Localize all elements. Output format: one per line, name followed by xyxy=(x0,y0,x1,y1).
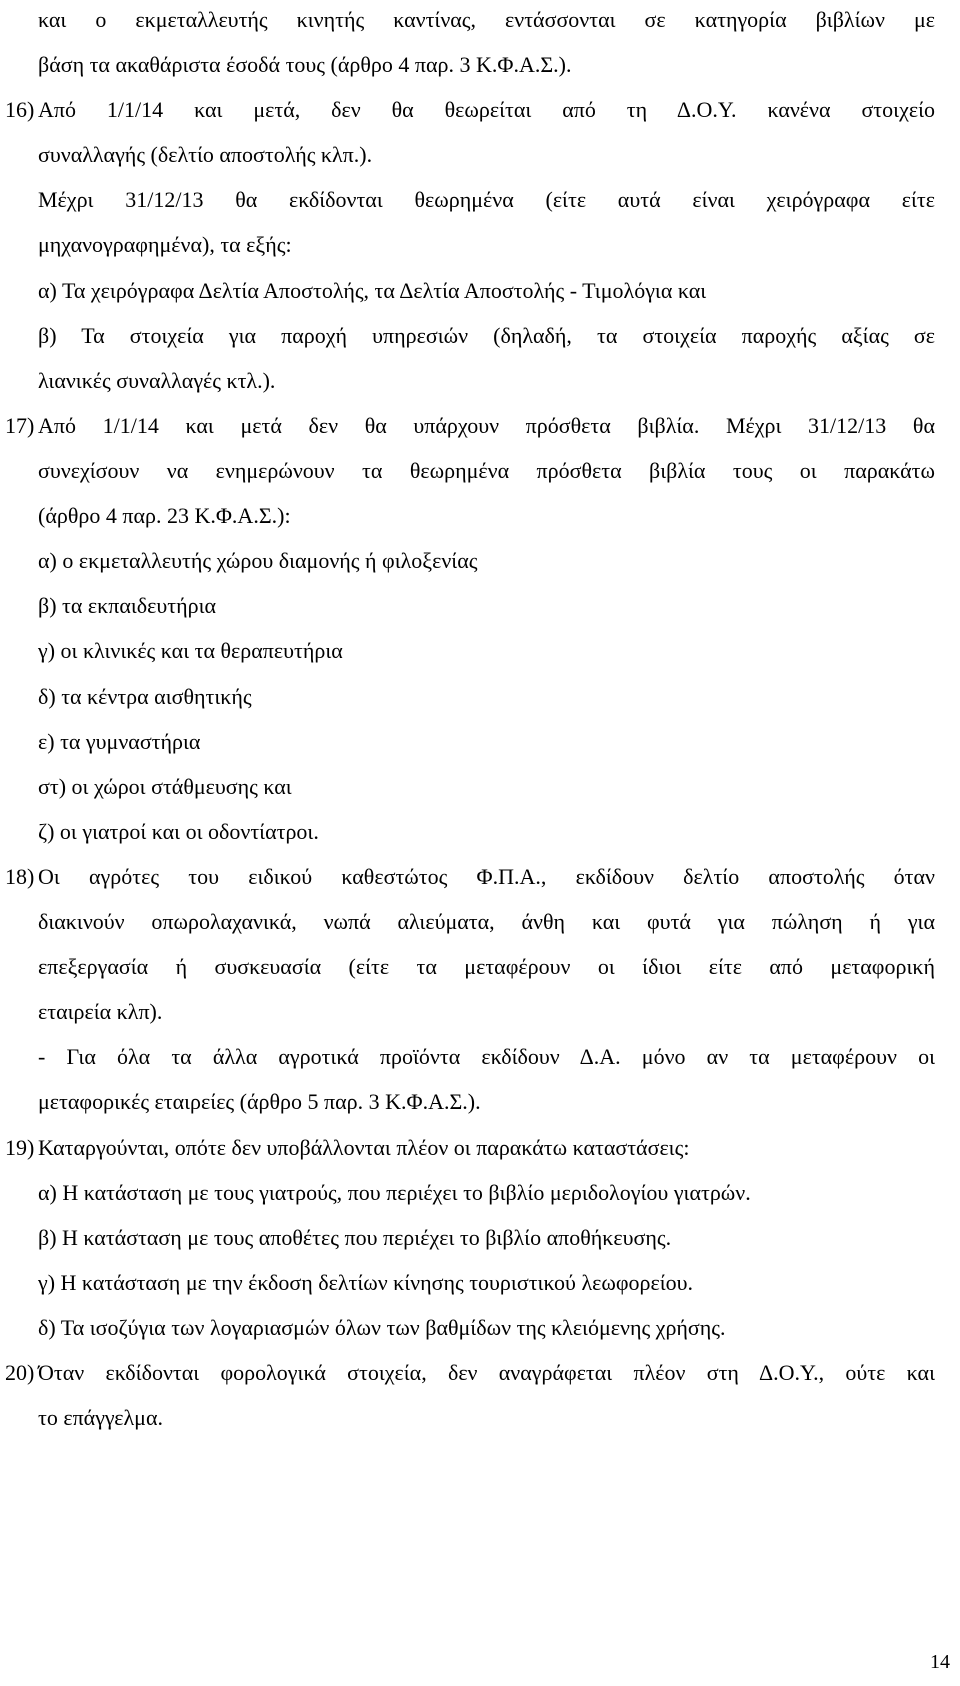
text-line: Όταν εκδίδονται φορολογικά στοιχεία, δεν αναγράφεται πλέον στη Δ.Ο.Υ., ούτε και xyxy=(38,1360,935,1385)
item-number: 17) xyxy=(5,413,35,438)
text-line: στ) οι χώροι στάθμευσης και xyxy=(38,774,292,799)
text-line: συνεχίσουν να ενημερώνουν τα θεωρημένα πρόσθετα βιβλία τους οι παρακάτω xyxy=(38,458,935,483)
text-line: α) Τα χειρόγραφα Δελτία Αποστολής, τα Δελτία Αποστολής - Τιμολόγια και xyxy=(38,278,707,303)
text-line: δ) τα κέντρα αισθητικής xyxy=(38,684,252,709)
text-line: διακινούν οπωρολαχανικά, νωπά αλιεύματα, άνθη και φυτά για πώληση ή για xyxy=(38,909,935,934)
text-line: λιανικές συναλλαγές κτλ.). xyxy=(38,368,276,393)
text-line: Από 1/1/14 και μετά, δεν θα θεωρείται από τη Δ.Ο.Υ. κανένα στοιχείο xyxy=(38,97,935,122)
text-line: και ο εκμεταλλευτής κινητής καντίνας, εντάσσονται σε κατηγορία βιβλίων με xyxy=(38,7,935,32)
text-line: εταιρεία κλπ). xyxy=(38,999,163,1024)
text-line: το επάγγελμα. xyxy=(38,1405,164,1430)
page-number: 14 xyxy=(930,1651,950,1673)
text-line: μηχανογραφημένα), τα εξής: xyxy=(38,232,292,257)
item-number: 19) xyxy=(5,1135,35,1160)
item-number: 16) xyxy=(5,97,35,122)
text-line: Από 1/1/14 και μετά δεν θα υπάρχουν πρόσθετα βιβλία. Μέχρι 31/12/13 θα xyxy=(38,413,935,438)
text-line: α) Η κατάσταση με τους γιατρούς, που περιέχει το βιβλίο μεριδολογίου γιατρών. xyxy=(38,1180,751,1205)
text-line: ε) τα γυμναστήρια xyxy=(38,729,201,754)
text-line: β) τα εκπαιδευτήρια xyxy=(38,593,217,618)
text-line: β) Τα στοιχεία για παροχή υπηρεσιών (δηλαδή, τα στοιχεία παροχής αξίας σε xyxy=(38,323,935,348)
text-line: Μέχρι 31/12/13 θα εκδίδονται θεωρημένα (είτε αυτά είναι χειρόγραφα είτε xyxy=(38,187,935,212)
text-line: (άρθρο 4 παρ. 23 Κ.Φ.Α.Σ.): xyxy=(38,503,291,528)
item-number: 18) xyxy=(5,864,35,889)
text-line: επεξεργασία ή συσκευασία (είτε τα μεταφέρουν οι ίδιοι είτε από μεταφορική xyxy=(38,954,935,979)
text-line: δ) Τα ισοζύγια των λογαριασμών όλων των βαθμίδων της κλειόμενης χρήσης. xyxy=(38,1315,726,1340)
text-line: γ) οι κλινικές και τα θεραπευτήρια xyxy=(38,638,343,663)
text-line: βάση τα ακαθάριστα έσοδά τους (άρθρο 4 παρ. 3 Κ.Φ.Α.Σ.). xyxy=(38,52,572,77)
text-line: γ) Η κατάσταση με την έκδοση δελτίων κίνησης τουριστικού λεωφορείου. xyxy=(38,1270,694,1295)
text-line: Οι αγρότες του ειδικού καθεστώτος Φ.Π.Α., εκδίδουν δελτίο αποστολής όταν xyxy=(38,864,935,889)
text-line: Καταργούνται, οπότε δεν υποβάλλονται πλέον οι παρακάτω καταστάσεις: xyxy=(38,1135,690,1160)
text-line: συναλλαγής (δελτίο αποστολής κλπ.). xyxy=(38,142,373,167)
text-line: α) ο εκμεταλλευτής χώρου διαμονής ή φιλοξενίας xyxy=(38,548,478,573)
text-line: - Για όλα τα άλλα αγροτικά προϊόντα εκδίδουν Δ.Α. μόνο αν τα μεταφέρουν οι xyxy=(38,1044,935,1069)
text-line: μεταφορικές εταιρείες (άρθρο 5 παρ. 3 Κ.Φ.Α.Σ.). xyxy=(38,1089,481,1114)
item-number: 20) xyxy=(5,1360,35,1385)
text-line: β) Η κατάσταση με τους αποθέτες που περιέχει το βιβλίο αποθήκευσης. xyxy=(38,1225,672,1250)
text-line: ζ) οι γιατροί και οι οδοντίατροι. xyxy=(38,819,319,844)
